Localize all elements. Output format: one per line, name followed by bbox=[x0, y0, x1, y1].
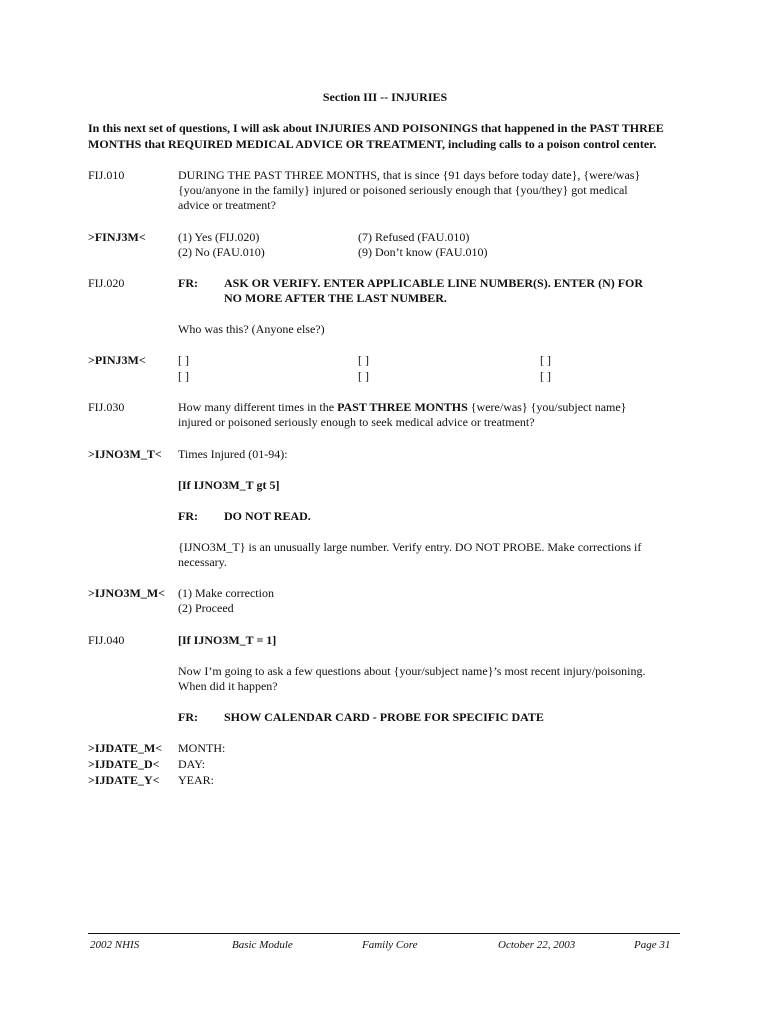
variable-pinj3m: >PINJ3M< bbox=[88, 353, 146, 367]
fij010-text-line3: advice or treatment? bbox=[178, 198, 276, 212]
footer-date: October 22, 2003 bbox=[498, 939, 576, 951]
section-title: Section III -- INJURIES bbox=[322, 90, 448, 104]
ijno3m-t-message-line2: necessary. bbox=[178, 555, 227, 569]
fij030-text-bold: PAST THREE MONTHS bbox=[337, 400, 468, 414]
pinj3m-entry-box[interactable]: [ ] bbox=[178, 353, 189, 367]
finj3m-option-dont-know: (9) Don’t know (FAU.010) bbox=[358, 245, 488, 259]
fij030-text-line2: injured or poisoned seriously enough to seek medical advice or treatment? bbox=[178, 415, 535, 429]
ijdate-day-label: DAY: bbox=[178, 757, 206, 771]
variable-ijdate-d: >IJDATE_D< bbox=[88, 757, 160, 771]
fij030-text-pre: How many different times in the bbox=[178, 400, 338, 414]
fij040-fr-label: FR: bbox=[178, 710, 198, 724]
finj3m-option-no: (2) No (FAU.010) bbox=[178, 245, 265, 259]
pinj3m-entry-box[interactable]: [ ] bbox=[358, 353, 369, 367]
fij010-text-line2: {you/anyone in the family} injured or poisoned seriously enough that {you/they} got medical bbox=[178, 183, 628, 197]
variable-ijdate-m: >IJDATE_M< bbox=[88, 741, 163, 755]
ijdate-year-label: YEAR: bbox=[178, 773, 214, 787]
finj3m-option-refused: (7) Refused (FAU.010) bbox=[358, 230, 470, 244]
variable-ijno3m-m: >IJNO3M_M< bbox=[88, 586, 165, 600]
fij030-text-post: {were/was} {you/subject name} bbox=[467, 400, 627, 414]
fij040-text-line1: Now I’m going to ask a few questions about {your/subject name}’s most recent injury/poisoning. bbox=[178, 664, 646, 678]
ijno3m-m-option-correction: (1) Make correction bbox=[178, 586, 274, 600]
fij030-text-line1 bbox=[178, 399, 626, 415]
variable-ijdate-y: >IJDATE_Y< bbox=[88, 773, 160, 787]
footer-divider bbox=[88, 933, 680, 934]
ijno3m-t-message-line1: {IJNO3M_T} is an unusually large number. Verify entry. DO NOT PROBE. Make corrections if bbox=[178, 540, 642, 554]
ijno3m-m-option-proceed: (2) Proceed bbox=[178, 601, 234, 615]
variable-ijno3m-t: >IJNO3M_T< bbox=[88, 447, 162, 461]
pinj3m-entry-box[interactable]: [ ] bbox=[178, 369, 189, 383]
fij010-text-line1: DURING THE PAST THREE MONTHS, that is since {91 days before today date}, {were/was} bbox=[178, 168, 641, 182]
intro-paragraph: In this next set of questions, I will ask about INJURIES AND POISONINGS that happened in the PAST THREE MONTHS that REQUIRED MEDICAL ADVICE OR TREATMENT, including calls to a poison control center. bbox=[88, 121, 664, 151]
footer-core: Family Core bbox=[362, 939, 418, 951]
fij040-text-line2: When did it happen? bbox=[178, 679, 278, 693]
pinj3m-entry-box[interactable]: [ ] bbox=[540, 353, 551, 367]
finj3m-option-yes: (1) Yes (FIJ.020) bbox=[178, 230, 260, 244]
footer-survey: 2002 NHIS bbox=[90, 939, 140, 951]
footer-module: Basic Module bbox=[232, 939, 293, 951]
ijno3m-t-field-label: Times Injured (01-94): bbox=[178, 447, 288, 461]
fij020-instruction-line2: NO MORE AFTER THE LAST NUMBER. bbox=[224, 291, 447, 305]
fij020-fr-label: FR: bbox=[178, 276, 198, 290]
question-id-fij040: FIJ.040 bbox=[88, 633, 125, 647]
question-id-fij020: FIJ.020 bbox=[88, 276, 125, 290]
footer-page-number: Page 31 bbox=[634, 939, 671, 951]
ijno3m-t-instruction: DO NOT READ. bbox=[224, 509, 311, 523]
fij020-instruction-line1: ASK OR VERIFY. ENTER APPLICABLE LINE NUMBER(S). ENTER (N) FOR bbox=[224, 276, 644, 290]
question-id-fij010: FIJ.010 bbox=[88, 168, 125, 182]
ijno3m-t-condition: [If IJNO3M_T gt 5] bbox=[178, 478, 280, 492]
fij040-instruction: SHOW CALENDAR CARD - PROBE FOR SPECIFIC DATE bbox=[224, 710, 544, 724]
question-id-fij030: FIJ.030 bbox=[88, 400, 125, 414]
ijdate-month-label: MONTH: bbox=[178, 741, 226, 755]
variable-finj3m: >FINJ3M< bbox=[88, 230, 146, 244]
fij040-condition: [If IJNO3M_T = 1] bbox=[178, 633, 277, 647]
pinj3m-entry-box[interactable]: [ ] bbox=[540, 369, 551, 383]
pinj3m-entry-box[interactable]: [ ] bbox=[358, 369, 369, 383]
fij020-question: Who was this? (Anyone else?) bbox=[178, 322, 325, 336]
ijno3m-t-fr-label: FR: bbox=[178, 509, 198, 523]
